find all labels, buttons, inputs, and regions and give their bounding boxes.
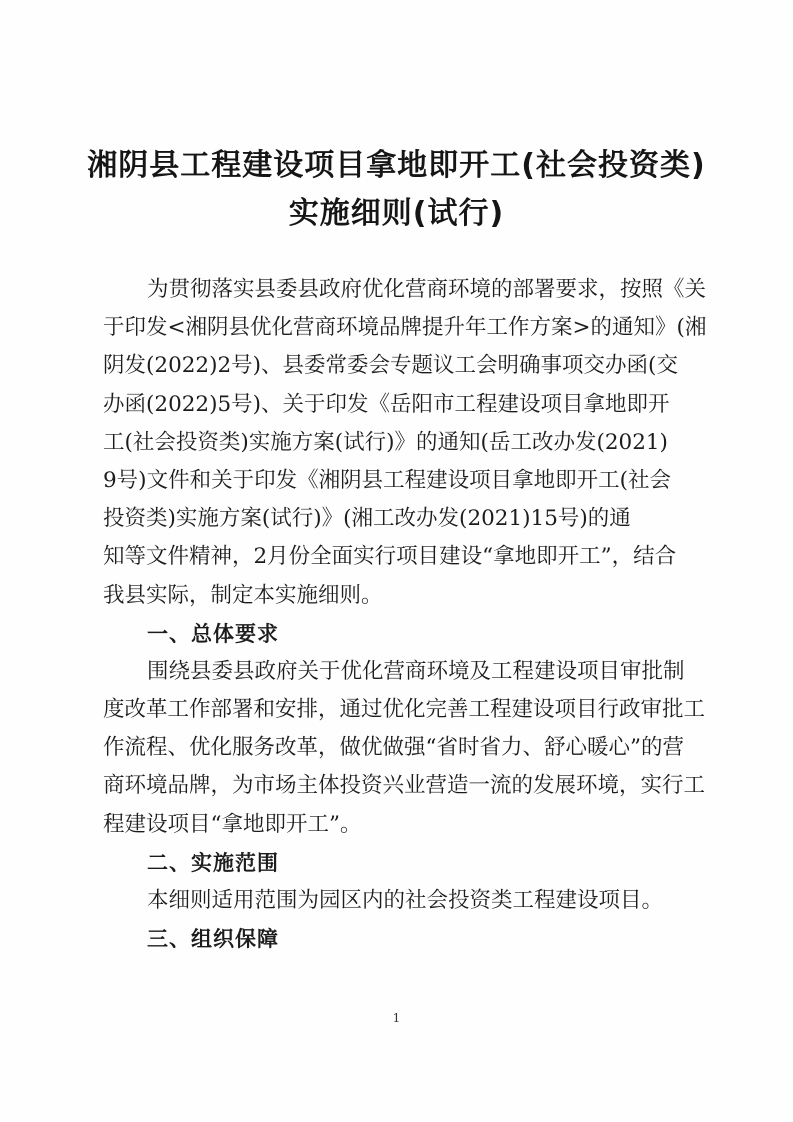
paragraph-line: 办函(2022)5号)、关于印发《岳阳市工程建设项目拿地即开 bbox=[103, 391, 670, 417]
paragraph-line: 工(社会投资类)实施方案(试行)》的通知(岳工改办发(2021) bbox=[103, 429, 668, 455]
section-heading: 三、组织保障 bbox=[147, 927, 279, 952]
section-heading: 二、实施范围 bbox=[147, 850, 279, 875]
paragraph-line: 知等文件精神，2月份全面实行项目建设“拿地即开工”，结合 bbox=[103, 544, 677, 570]
document-title-line-1: 湘阴县工程建设项目拿地即开工(社会投资类) bbox=[87, 148, 706, 183]
paragraph-line: 度改革工作部署和安排，通过优化完善工程建设项目行政审批工 bbox=[103, 697, 706, 723]
page-number: 1 bbox=[392, 1011, 401, 1025]
paragraph-line: 商环境品牌，为市场主体投资兴业营造一流的发展环境，实行工 bbox=[103, 773, 706, 799]
paragraph-line: 9号)文件和关于印发《湘阴县工程建设项目拿地即开工(社会 bbox=[103, 467, 671, 493]
paragraph-line: 投资类)实施方案(试行)》(湘工改办发(2021)15号)的通 bbox=[103, 506, 631, 532]
paragraph-line: 程建设项目“拿地即开工”。 bbox=[103, 811, 362, 837]
paragraph-line: 阴发(2022)2号)、县委常委会专题议工会明确事项交办函(交 bbox=[103, 353, 678, 379]
document-title-line-2: 实施细则(试行) bbox=[288, 196, 505, 231]
paragraph-line: 为贯彻落实县委县政府优化营商环境的部署要求，按照《关 bbox=[147, 277, 707, 302]
section-heading: 一、总体要求 bbox=[147, 621, 279, 646]
paragraph-line: 作流程、优化服务改革，做优做强“省时省力、舒心暖心”的营 bbox=[103, 735, 684, 761]
paragraph-line: 本细则适用范围为园区内的社会投资类工程建设项目。 bbox=[147, 888, 664, 913]
paragraph-line: 于印发<湘阴县优化营商环境品牌提升年工作方案>的通知》(湘 bbox=[103, 315, 707, 341]
paragraph-line: 我县实际，制定本实施细则。 bbox=[103, 582, 383, 608]
paragraph-line: 围绕县委县政府关于优化营商环境及工程建设项目审批制 bbox=[147, 658, 685, 684]
document-body bbox=[103, 271, 707, 958]
